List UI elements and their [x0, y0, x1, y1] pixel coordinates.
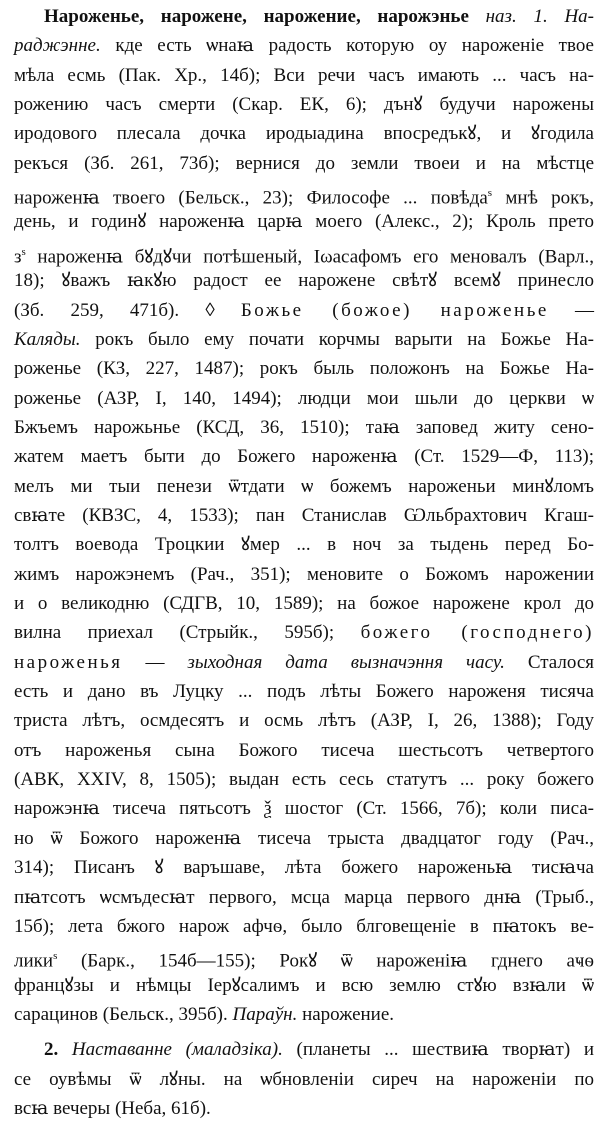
entry-line: [14, 1065, 594, 1095]
entry-line: [14, 971, 594, 1001]
entry-text: жимъ нарожэнемъ (Рач., 351); меновите о Божомъ нарожении: [14, 563, 594, 585]
entry-line: [14, 354, 594, 384]
entry-line: [44, 1035, 594, 1065]
entry-text: но ѿ Божого нароженꙗ тисеча трыста двадцатог году (Рач.,: [14, 827, 594, 849]
entry-text: 18); ꙋважъ ꙗкꙋю радост ее нарожене свѣтꙋ всемꙋ принесло: [14, 270, 594, 292]
entry-text: (планеты ... шествиꙗ творꙗт) и: [282, 1039, 595, 1061]
entry-text: Нароженье, нарожене, нарожение, нарожэнье: [44, 6, 469, 27]
entry-line: [14, 237, 594, 267]
entry-line: [14, 677, 594, 707]
entry-text: божего (господнего): [360, 622, 594, 644]
entry-text: се оувѣмы ѿ лꙋны. на ѡбновленіи сиреч на нароженіи по: [14, 1068, 594, 1090]
entry-text: жатем маетъ быти до Божего нароженꙗ (Ст. 1529—Ф, 113);: [14, 446, 594, 468]
entry-text: 314); Писанъ ꙋ варъшаве, лѣта божего нароженьꙗ тисꙗча: [14, 857, 594, 879]
entry-line: [14, 501, 594, 531]
entry-text: нароженья: [14, 651, 123, 673]
entry-line: [14, 442, 594, 472]
entry-text: триста лѣтъ, осмдесятъ и осмь лѣтъ (АЗР, I, 26, 1388); Году: [14, 710, 594, 732]
entry-line: [14, 413, 594, 443]
entry-text: (АВК, XXIV, 8, 1505); выдан есть сесь статутъ ... року божего: [14, 769, 594, 791]
entry-line: [14, 119, 594, 149]
entry-line: [14, 648, 594, 678]
entry-line: [14, 266, 594, 296]
entry-text: рокъ было ему почати корчмы варыти на Божье На-: [80, 328, 594, 350]
entry-text: есть и дано въ Луцку ... подъ лѣты Божего нароженя тисяча: [14, 681, 594, 703]
entry-text: всꙗ вечеры (Неба, 61б).: [14, 1097, 211, 1119]
entry-line: [14, 824, 594, 854]
entry-text: мнѣ рокъ,: [492, 187, 594, 209]
entry-text: (Зб. 259, 471б). ◊: [14, 299, 241, 321]
entry-line: [14, 61, 594, 91]
entry-line: [14, 472, 594, 502]
entry-text: —: [122, 651, 188, 673]
entry-text: [469, 6, 486, 27]
entry-line: [14, 560, 594, 590]
entry-line: [14, 1000, 594, 1030]
entry-line: [14, 941, 594, 971]
entry-line: [14, 207, 594, 237]
entry-text: зыходная дата вызначэння часу.: [187, 651, 505, 673]
entry-text: s: [21, 245, 26, 258]
entry-line: [14, 1094, 594, 1124]
entry-text: рожению часъ смерти (Скар. ЕК, 6); дънꙋ будучи нарожены: [14, 94, 594, 116]
entry-text: нароженꙗ бꙋдꙋчи потѣшеный, Іωасафомъ его меновалъ (Варл.,: [25, 246, 594, 268]
entry-text: Каляды.: [14, 328, 81, 350]
entry-line: [14, 149, 594, 179]
entry-text: роженье (КЗ, 227, 1487); рокъ быль положонъ на Божье На-: [14, 358, 594, 380]
entry-line: [14, 794, 594, 824]
entry-text: пꙗтсотъ ѡсмъдесꙗт первого, мсца марца первого днꙗ (Трыб.,: [14, 886, 594, 908]
entry-text: Божье (божое) нароженье: [240, 299, 549, 321]
entry-line: [14, 618, 594, 648]
entry-text: Параўн.: [232, 1003, 298, 1025]
entry-line: [14, 178, 594, 208]
entry-text: сарацинов (Бельск., 395б).: [14, 1003, 233, 1025]
entry-text: Сталося: [504, 651, 595, 673]
entry-text: францꙋзы и нѣмцы Іерꙋсалимъ и всю землю стꙋю взꙗли ѿ: [14, 974, 594, 996]
entry-text: нарожение.: [297, 1003, 395, 1025]
entry-line: [44, 2, 594, 32]
entry-text: день, и годинꙋ нароженꙗ царꙗ моего (Алекс., 2); Кроль прето: [14, 211, 594, 233]
entry-text: наз. 1.: [485, 6, 548, 27]
entry-line: [14, 589, 594, 619]
entry-line: [14, 90, 594, 120]
entry-text: роженье (АЗР, I, 140, 1494); людци мои шьли до церкви ѡ: [14, 387, 594, 409]
entry-text: вилна приехал (Стрыйк., 595б);: [14, 622, 361, 644]
entry-text: 15б); лета бжого нарож афчѳ, было блговещеніе в пꙗтокъ ве-: [14, 915, 594, 937]
entry-line: [14, 883, 594, 913]
entry-text: лики: [14, 950, 54, 972]
entry-line: [14, 31, 594, 61]
entry-text: з: [14, 246, 22, 268]
entry-text: нароженꙗ твоего (Бельск., 23); Философе ... повѣда: [14, 187, 488, 209]
entry-text: —: [548, 299, 594, 321]
entry-text: иродового плесала дочка иродыадина впосредъкꙋ, и ꙋгодила: [14, 123, 594, 145]
entry-text: нарожэнꙗ тисеча пятьсотъ ѯ шостог (Ст. 1566, 7б); коли писа-: [14, 798, 594, 820]
entry-line: [14, 853, 594, 883]
entry-text: s: [53, 950, 58, 963]
entry-line: [14, 736, 594, 766]
entry-text: [548, 6, 565, 27]
entry-text: 2.: [44, 1039, 72, 1061]
entry-line: [14, 706, 594, 736]
entry-text: На-: [564, 6, 594, 27]
entry-text: Наставанне (маладзіка).: [71, 1039, 283, 1061]
entry-line: [14, 765, 594, 795]
entry-text: свꙗте (КВЗС, 4, 1533); пан Станислав Ѡльбрахтович Кгаш-: [14, 504, 594, 526]
entry-text: Бжъемъ нарожьнье (КСД, 36, 1510); таꙗ заповед житу сено-: [14, 416, 594, 438]
entry-text: мѣла есмь (Пак. Хр., 14б); Вси речи часъ имають ... часъ на-: [14, 64, 594, 86]
entry-line: [14, 325, 594, 355]
entry-text: толтъ воевода Троцкии ꙋмер ... в ноч за тыдень перед Бо-: [14, 534, 594, 556]
entry-text: s: [487, 187, 493, 200]
entry-line: [14, 530, 594, 560]
entry-text: кде есть ѡнаꙗ радость которую оу нароженіе твое: [100, 35, 594, 57]
entry-line: [14, 384, 594, 414]
entry-text: раджэнне.: [14, 35, 101, 57]
entry-line: [14, 296, 594, 326]
entry-text: (Барк., 154б—155); Рокꙋ ѿ нароженіꙗ гднего аҹѳ: [57, 950, 594, 972]
entry-text: и о великодню (СДГВ, 10, 1589); на божое нарожене крол до: [14, 593, 594, 614]
entry-line: [14, 912, 594, 942]
entry-text: отъ нароженья сына Божого тисеча шестьсотъ четвертого: [14, 739, 594, 761]
entry-text: мелъ ми тыи пенези ѿтдати ѡ божемъ нароженьи минꙋломъ: [14, 475, 594, 497]
entry-text: рекъся (Зб. 261, 73б); вернися до земли твоеи и на мѣстце: [14, 152, 594, 174]
